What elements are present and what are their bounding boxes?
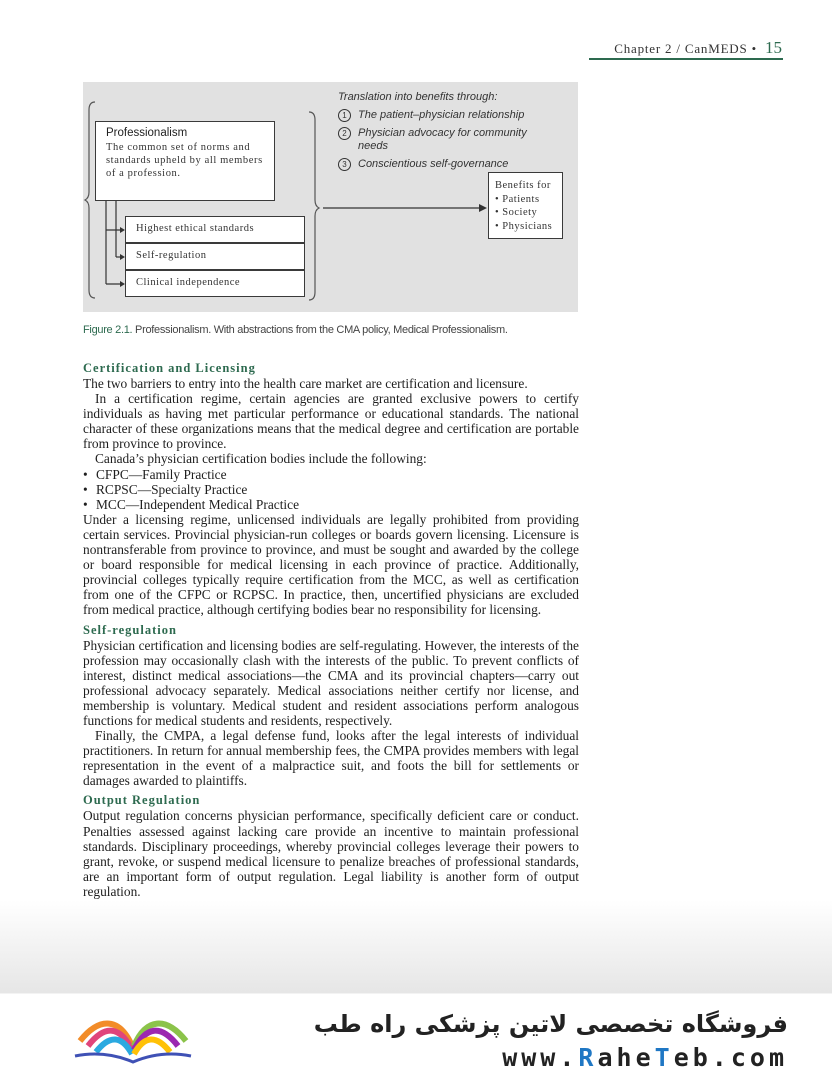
- translation-item-text: Conscientious self-governance: [358, 158, 509, 170]
- paragraph: Canada’s physician certification bodies include the following:: [95, 451, 427, 467]
- url-part: ahe: [597, 1043, 655, 1072]
- running-head: [590, 38, 782, 58]
- figure-caption: [83, 324, 583, 336]
- professionalism-description: The common set of norms and standards upheld by all members of a profession.: [106, 142, 263, 179]
- circled-number: 3: [338, 158, 351, 171]
- benefits-box: [488, 172, 563, 239]
- translation-header: Translation into benefits through:: [338, 91, 498, 103]
- url-part: T: [654, 1043, 674, 1072]
- bullet-list: [83, 467, 579, 512]
- paragraph: Finally, the CMPA, a legal defense fund, looks after the legal interests of individual practitioners. In return for annual membership fees, the CMPA provides members with legal representation in the event of a malpractice suit, and foots the bill for settlements or damages awarded to plaintiffs.: [83, 728, 579, 789]
- professionalism-box: [95, 121, 275, 201]
- header-rule: [589, 58, 783, 60]
- caption-text: Professionalism. With abstractions from the CMA policy, Medical Professionalism.: [132, 324, 508, 336]
- book-logo-icon: [70, 1006, 200, 1066]
- translation-item: [338, 158, 558, 171]
- translation-item: [338, 127, 558, 153]
- translation-item: [338, 109, 558, 122]
- circled-number: 2: [338, 127, 351, 140]
- caption-label: Figure 2.1.: [83, 324, 133, 336]
- list-item: • MCC—Independent Medical Practice: [83, 497, 579, 512]
- benefits-item: • Patients: [495, 193, 540, 205]
- section-heading: Self-regulation: [83, 622, 177, 637]
- sub-item-box: Self-regulation: [125, 243, 305, 270]
- list-item: • CFPC—Family Practice: [83, 467, 579, 482]
- page-number: 15: [765, 38, 782, 57]
- sub-item-box: Highest ethical standards: [125, 216, 305, 243]
- url-part: www.: [502, 1043, 579, 1072]
- paragraph: Output regulation concerns physician performance, specifically deficient care or conduct. Penalties assessed against lacking care provide an incentive to maintain professional standards. Disciplinary proceedings, whereby provincial colleges leverage their powers to grant, revoke, or suspend medical licensure to penalize breaches of professional standards, are an important form of output regulation. Legal liability is another form of output regulation.: [83, 808, 579, 899]
- benefits-title: Benefits for: [495, 180, 551, 191]
- professionalism-title: Professionalism: [106, 127, 188, 139]
- url-part: R: [578, 1043, 598, 1072]
- translation-item-text: The patient–physician relationship: [358, 109, 525, 121]
- circled-number: 1: [338, 109, 351, 122]
- translation-list: [338, 91, 558, 171]
- list-item: • RCPSC—Specialty Practice: [83, 482, 579, 497]
- section-heading: Output Regulation: [83, 793, 201, 808]
- paragraph: The two barriers to entry into the health care market are certification and licensure.: [83, 376, 528, 391]
- figure-professionalism: [83, 82, 578, 312]
- url-part: eb.com: [673, 1043, 788, 1072]
- section-heading: Certification and Licensing: [83, 361, 256, 375]
- paragraph: Physician certification and licensing bodies are self-regulating. However, the interests of the profession may occasionally clash with the interests of the public. To prevent conflicts of interest, distinct medical associations—the CMA and its provincial chapters—carry out professional advocacy separately. Medical associations neither certify nor license, and membership is voluntary. Medical student and resident associations perform analogous functions for medical students and residents, respectively.: [83, 637, 579, 728]
- running-head-text: Chapter 2 / CanMEDS •: [614, 41, 757, 56]
- benefits-item: • Society: [495, 207, 538, 218]
- sub-item-box: Clinical independence: [125, 270, 305, 297]
- benefits-item: • Physicians: [495, 220, 553, 232]
- translation-item-text: Physician advocacy for community needs: [358, 127, 527, 152]
- footer-url: [430, 1043, 788, 1072]
- paragraph: In a certification regime, certain agencies are granted exclusive powers to certify individuals as having met particular performance or educational standards. The national character of these organizations means that the medical degree and certification are portable from province to province.: [83, 391, 579, 452]
- paragraph: Under a licensing regime, unlicensed individuals are legally prohibited from providing certain services. Provincial physician-run colleges or boards govern licensing. Licensure is nontransferable from province to province, and must be sought and awarded by the college or board responsible for medical licensing in each province of practice. Additionally, provincial colleges typically require certification from the MCC, as well as certification from one of the CFPC or RCPSC. In practice, then, uncertified physicians are excluded from medical practice, although certifying bodies bear no responsibility for licensing.: [83, 511, 579, 618]
- body-text: [83, 360, 579, 899]
- footer-persian-text: فروشگاه تخصصی لاتین پزشکی راه طب: [313, 1010, 788, 1038]
